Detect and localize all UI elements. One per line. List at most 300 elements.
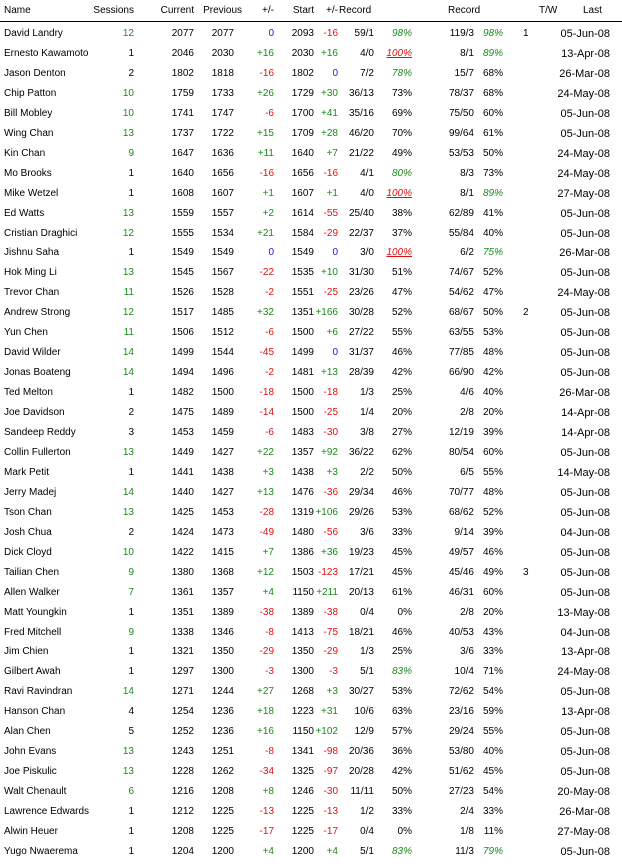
cell-record2-pct: 33% bbox=[482, 646, 503, 658]
cell-previous: 1818 bbox=[211, 67, 234, 79]
cell-previous: 1534 bbox=[211, 227, 234, 239]
cell-record2-pct: 42% bbox=[482, 367, 503, 379]
cell-current: 2046 bbox=[171, 47, 194, 59]
cell-record: 23/26 bbox=[348, 287, 374, 299]
cell-name: Jason Denton bbox=[4, 67, 66, 79]
cell-current: 1647 bbox=[171, 147, 194, 159]
cell-delta2: +31 bbox=[321, 706, 338, 718]
cell-previous: 1567 bbox=[211, 267, 234, 279]
cell-sessions: 14 bbox=[122, 367, 134, 379]
cell-last: 05-Jun-08 bbox=[560, 367, 610, 380]
cell-start: 1481 bbox=[291, 367, 314, 379]
cell-record2-pct: 40% bbox=[482, 746, 503, 758]
cell-start: 1503 bbox=[291, 566, 314, 578]
table-row bbox=[0, 283, 622, 303]
cell-delta2: +92 bbox=[321, 446, 338, 458]
cell-record2: 6/2 bbox=[460, 247, 474, 259]
cell-delta2: +102 bbox=[315, 726, 338, 738]
cell-record2: 8/1 bbox=[460, 47, 474, 59]
cell-record: 3/0 bbox=[360, 247, 374, 259]
cell-last: 05-Jun-08 bbox=[560, 327, 610, 340]
cell-record: 1/3 bbox=[360, 646, 374, 658]
table-row bbox=[0, 543, 622, 563]
cell-delta: -2 bbox=[265, 367, 274, 379]
cell-sessions: 13 bbox=[122, 746, 134, 758]
cell-last: 05-Jun-08 bbox=[560, 267, 610, 280]
cell-name: Trevor Chan bbox=[4, 287, 60, 299]
cell-name: Mark Petit bbox=[4, 466, 50, 478]
cell-start: 1351 bbox=[291, 307, 314, 319]
table-row bbox=[0, 682, 622, 702]
cell-name: Andrew Strong bbox=[4, 307, 71, 319]
cell-record: 19/23 bbox=[348, 546, 374, 558]
cell-delta: -8 bbox=[265, 626, 274, 638]
cell-name: Walt Chenault bbox=[4, 786, 67, 798]
table-row bbox=[0, 303, 622, 323]
cell-record2-pct: 71% bbox=[482, 666, 503, 678]
cell-last: 05-Jun-08 bbox=[560, 28, 610, 40]
cell-start: 1325 bbox=[291, 766, 314, 778]
cell-delta2: -97 bbox=[323, 766, 338, 778]
cell-current: 1494 bbox=[171, 367, 194, 379]
cell-start: 1246 bbox=[291, 786, 314, 798]
cell-record2-pct: 73% bbox=[482, 167, 503, 179]
cell-start: 1729 bbox=[291, 87, 314, 99]
cell-previous: 1225 bbox=[211, 826, 234, 837]
cell-sessions: 11 bbox=[123, 327, 134, 339]
cell-previous: 1528 bbox=[211, 287, 234, 299]
cell-record2: 55/84 bbox=[448, 227, 474, 239]
cell-delta: +2 bbox=[262, 207, 274, 219]
cell-record: 25/40 bbox=[348, 207, 374, 219]
cell-delta: -6 bbox=[265, 427, 274, 438]
cell-current: 1640 bbox=[171, 167, 194, 179]
cell-sessions: 13 bbox=[122, 267, 134, 279]
cell-record: 22/37 bbox=[348, 227, 374, 239]
cell-current: 1555 bbox=[171, 227, 194, 239]
cell-record-pct: 70% bbox=[391, 127, 412, 139]
cell-record2-pct: 54% bbox=[482, 686, 503, 698]
cell-delta2: +3 bbox=[326, 466, 338, 478]
cell-record: 20/36 bbox=[348, 746, 374, 758]
cell-current: 1252 bbox=[171, 726, 194, 738]
cell-start: 1483 bbox=[291, 427, 314, 438]
cell-sessions: 12 bbox=[122, 227, 134, 239]
table-row bbox=[0, 722, 622, 742]
cell-name: Yun Chen bbox=[4, 327, 48, 339]
cell-previous: 1747 bbox=[211, 107, 234, 119]
cell-sessions: 14 bbox=[122, 347, 134, 359]
cell-record2-pct: 54% bbox=[482, 786, 503, 798]
cell-record2: 12/19 bbox=[448, 427, 474, 438]
cell-current: 1517 bbox=[171, 307, 194, 319]
cell-start: 1341 bbox=[291, 746, 314, 758]
cell-last: 05-Jun-08 bbox=[560, 347, 610, 360]
cell-sessions: 14 bbox=[122, 686, 134, 698]
cell-last: 26-Mar-08 bbox=[559, 387, 610, 400]
cell-current: 1361 bbox=[171, 586, 194, 598]
cell-current: 1802 bbox=[171, 67, 194, 79]
table-row bbox=[0, 44, 622, 64]
cell-delta2: 0 bbox=[332, 247, 338, 259]
table-row bbox=[0, 124, 622, 144]
cell-record2-pct: 48% bbox=[482, 486, 503, 498]
cell-sessions: 10 bbox=[122, 107, 134, 119]
header-previous: Previous bbox=[203, 5, 242, 16]
cell-delta2: +3 bbox=[326, 686, 338, 698]
cell-delta: +26 bbox=[257, 87, 274, 99]
cell-name: Kin Chan bbox=[4, 147, 46, 159]
cell-previous: 1225 bbox=[211, 806, 234, 818]
cell-current: 1425 bbox=[171, 506, 194, 518]
cell-record: 12/9 bbox=[354, 726, 374, 738]
cell-sessions: 11 bbox=[123, 287, 134, 299]
cell-record2-pct: 41% bbox=[482, 207, 503, 219]
cell-delta: +15 bbox=[257, 127, 274, 139]
cell-delta: -2 bbox=[265, 287, 274, 299]
cell-record-pct: 69% bbox=[391, 107, 412, 119]
cell-record-pct: 98% bbox=[391, 28, 412, 39]
cell-record: 46/20 bbox=[348, 127, 374, 139]
cell-start: 1500 bbox=[291, 407, 314, 419]
cell-record-pct: 50% bbox=[391, 786, 412, 798]
cell-last: 05-Jun-08 bbox=[560, 845, 610, 858]
cell-current: 1216 bbox=[171, 786, 194, 798]
cell-record2: 46/31 bbox=[448, 586, 474, 598]
cell-start: 1656 bbox=[291, 167, 314, 179]
cell-last: 24-May-08 bbox=[557, 167, 610, 180]
cell-start: 1476 bbox=[291, 486, 314, 498]
cell-last: 05-Jun-08 bbox=[560, 746, 610, 759]
cell-record: 4/0 bbox=[360, 187, 374, 199]
cell-delta: +16 bbox=[257, 726, 274, 738]
table-row bbox=[0, 164, 622, 184]
cell-delta2: -55 bbox=[323, 207, 338, 219]
cell-current: 1608 bbox=[171, 187, 194, 199]
cell-delta2: -75 bbox=[323, 626, 338, 638]
cell-previous: 1427 bbox=[211, 486, 234, 498]
cell-start: 1350 bbox=[291, 646, 314, 658]
cell-record: 29/26 bbox=[348, 506, 374, 518]
cell-name: Jonas Boateng bbox=[4, 367, 71, 379]
cell-last: 05-Jun-08 bbox=[560, 766, 610, 779]
cell-record: 3/8 bbox=[360, 427, 374, 438]
cell-delta2: -3 bbox=[329, 666, 338, 678]
cell-previous: 1200 bbox=[211, 845, 234, 857]
cell-previous: 1368 bbox=[211, 566, 234, 578]
cell-sessions: 1 bbox=[128, 845, 134, 857]
cell-sessions: 1 bbox=[128, 47, 134, 59]
cell-previous: 1544 bbox=[211, 347, 234, 359]
cell-record: 0/4 bbox=[360, 826, 374, 837]
cell-record-pct: 46% bbox=[391, 626, 412, 638]
cell-delta2: +28 bbox=[321, 127, 338, 139]
cell-record2: 53/53 bbox=[448, 147, 474, 159]
cell-sessions: 1 bbox=[128, 466, 134, 478]
table-row bbox=[0, 583, 622, 603]
cell-record2-pct: 61% bbox=[482, 127, 503, 139]
cell-previous: 1415 bbox=[211, 546, 234, 558]
header-row bbox=[0, 0, 622, 22]
cell-record-pct: 50% bbox=[391, 466, 412, 478]
cell-start: 1300 bbox=[291, 666, 314, 678]
table-row bbox=[0, 662, 622, 682]
cell-name: Wing Chan bbox=[4, 127, 54, 139]
cell-delta2: -16 bbox=[323, 167, 338, 179]
cell-previous: 1489 bbox=[211, 407, 234, 419]
cell-sessions: 1 bbox=[128, 666, 134, 678]
cell-delta: +3 bbox=[262, 466, 274, 478]
table-row bbox=[0, 603, 622, 623]
cell-sessions: 5 bbox=[128, 726, 134, 738]
cell-delta: -49 bbox=[259, 526, 274, 538]
cell-record: 18/21 bbox=[348, 626, 374, 638]
table-row bbox=[0, 184, 622, 204]
cell-start: 1225 bbox=[291, 826, 314, 837]
cell-record: 3/6 bbox=[360, 526, 374, 538]
cell-record2: 119/3 bbox=[449, 28, 474, 39]
table-row bbox=[0, 84, 622, 104]
cell-last: 20-May-08 bbox=[557, 786, 610, 799]
cell-delta: +11 bbox=[257, 147, 274, 159]
cell-current: 1545 bbox=[171, 267, 194, 279]
cell-record2-pct: 53% bbox=[482, 327, 503, 339]
cell-last: 05-Jun-08 bbox=[560, 506, 610, 519]
cell-current: 2077 bbox=[171, 28, 194, 39]
cell-record: 4/0 bbox=[360, 47, 374, 59]
cell-delta2: +7 bbox=[326, 147, 338, 159]
cell-record: 31/37 bbox=[348, 347, 374, 359]
cell-start: 1551 bbox=[291, 287, 314, 299]
cell-delta2: -56 bbox=[323, 526, 338, 538]
cell-last: 13-Apr-08 bbox=[561, 47, 610, 60]
cell-last: 05-Jun-08 bbox=[560, 586, 610, 599]
cell-sessions: 7 bbox=[128, 586, 134, 598]
cell-delta: -29 bbox=[259, 646, 274, 658]
cell-record2-pct: 52% bbox=[482, 506, 503, 518]
cell-delta: +22 bbox=[257, 446, 274, 458]
cell-start: 1268 bbox=[291, 686, 314, 698]
cell-record2-pct: 39% bbox=[482, 526, 503, 538]
cell-last: 14-May-08 bbox=[557, 466, 610, 479]
cell-start: 1357 bbox=[291, 446, 314, 458]
table-row bbox=[0, 443, 622, 463]
cell-delta: +13 bbox=[257, 486, 274, 498]
cell-start: 2030 bbox=[291, 47, 314, 59]
cell-record2-pct: 89% bbox=[482, 187, 503, 199]
cell-name: Ravi Ravindran bbox=[4, 686, 73, 698]
cell-sessions: 13 bbox=[122, 766, 134, 778]
cell-last: 24-May-08 bbox=[557, 147, 610, 160]
cell-sessions: 12 bbox=[122, 307, 134, 319]
table-row bbox=[0, 144, 622, 164]
cell-delta2: +211 bbox=[316, 586, 338, 598]
cell-record-pct: 36% bbox=[391, 746, 412, 758]
cell-name: Lawrence Edwards bbox=[4, 806, 90, 818]
cell-delta2: -30 bbox=[323, 786, 338, 798]
cell-current: 1297 bbox=[171, 666, 194, 678]
cell-record-pct: 47% bbox=[391, 287, 412, 299]
cell-delta: +18 bbox=[257, 706, 274, 718]
cell-record: 30/27 bbox=[348, 686, 374, 698]
cell-name: Mike Wetzel bbox=[4, 187, 59, 199]
cell-current: 1228 bbox=[171, 766, 194, 778]
cell-record2-pct: 11% bbox=[483, 826, 503, 837]
table-row bbox=[0, 483, 622, 503]
cell-record2-pct: 68% bbox=[482, 87, 503, 99]
cell-current: 1351 bbox=[171, 606, 194, 618]
cell-name: Tailian Chen bbox=[4, 566, 60, 578]
cell-last: 05-Jun-08 bbox=[560, 107, 610, 120]
cell-record-pct: 53% bbox=[391, 506, 412, 518]
cell-record2: 72/62 bbox=[448, 686, 474, 698]
cell-sessions: 3 bbox=[128, 427, 134, 438]
cell-current: 1254 bbox=[171, 706, 194, 718]
cell-record2-pct: 55% bbox=[482, 726, 503, 738]
cell-record: 36/22 bbox=[348, 446, 374, 458]
cell-last: 05-Jun-08 bbox=[560, 227, 610, 240]
cell-sessions: 12 bbox=[122, 28, 134, 39]
cell-start: 1200 bbox=[291, 845, 314, 857]
cell-start: 1413 bbox=[291, 626, 314, 638]
cell-previous: 1722 bbox=[211, 127, 234, 139]
cell-record2: 51/62 bbox=[448, 766, 474, 778]
cell-record2: 75/50 bbox=[448, 107, 474, 119]
cell-name: Ed Watts bbox=[4, 207, 45, 219]
cell-start: 1480 bbox=[291, 526, 314, 538]
cell-name: Sandeep Reddy bbox=[4, 427, 76, 438]
cell-delta: +4 bbox=[262, 586, 274, 598]
table-row bbox=[0, 802, 622, 822]
cell-name: Alan Chen bbox=[4, 726, 51, 738]
cell-record2: 78/37 bbox=[448, 87, 474, 99]
cell-sessions: 1 bbox=[128, 167, 134, 179]
cell-sessions: 2 bbox=[128, 67, 134, 79]
table-row bbox=[0, 403, 622, 423]
cell-last: 13-Apr-08 bbox=[561, 646, 610, 659]
cell-record: 1/3 bbox=[360, 387, 374, 399]
cell-last: 13-May-08 bbox=[557, 606, 610, 619]
cell-record-pct: 38% bbox=[391, 207, 412, 219]
table-row bbox=[0, 642, 622, 662]
table-row bbox=[0, 702, 622, 722]
cell-last: 05-Jun-08 bbox=[560, 307, 610, 320]
cell-delta: -14 bbox=[259, 407, 274, 419]
cell-record2-pct: 39% bbox=[482, 427, 503, 438]
cell-name: Hanson Chan bbox=[4, 706, 66, 718]
table-row bbox=[0, 822, 622, 842]
cell-previous: 1389 bbox=[211, 606, 234, 618]
cell-record2-pct: 45% bbox=[482, 766, 503, 778]
cell-record: 59/1 bbox=[354, 28, 374, 39]
cell-previous: 1549 bbox=[211, 247, 234, 259]
table-row bbox=[0, 623, 622, 643]
cell-delta: -18 bbox=[259, 387, 274, 399]
cell-record2: 4/6 bbox=[460, 387, 474, 399]
cell-last: 24-May-08 bbox=[557, 287, 610, 300]
cell-delta: -13 bbox=[259, 806, 274, 818]
cell-previous: 1459 bbox=[211, 427, 234, 438]
cell-tw: 3 bbox=[523, 566, 529, 578]
cell-name: David Wilder bbox=[4, 347, 61, 359]
cell-name: Chip Patton bbox=[4, 87, 57, 99]
cell-sessions: 1 bbox=[128, 247, 134, 259]
cell-last: 27-May-08 bbox=[557, 187, 610, 200]
cell-delta2: +36 bbox=[321, 546, 338, 558]
cell-record: 36/13 bbox=[348, 87, 374, 99]
cell-record2-pct: 60% bbox=[482, 107, 503, 119]
cell-start: 1709 bbox=[291, 127, 314, 139]
cell-name: David Landry bbox=[4, 28, 63, 39]
cell-start: 1500 bbox=[291, 327, 314, 339]
cell-current: 1453 bbox=[171, 427, 194, 438]
cell-delta: +21 bbox=[257, 227, 274, 239]
table-row bbox=[0, 423, 622, 443]
cell-name: Gilbert Awah bbox=[4, 666, 61, 678]
cell-delta: -38 bbox=[259, 606, 274, 618]
cell-record2: 68/62 bbox=[448, 506, 474, 518]
cell-previous: 1453 bbox=[211, 506, 234, 518]
cell-name: Bill Mobley bbox=[4, 107, 53, 119]
cell-delta2: -25 bbox=[323, 287, 338, 299]
cell-record2-pct: 20% bbox=[482, 407, 503, 419]
cell-previous: 1438 bbox=[211, 466, 234, 478]
cell-current: 1499 bbox=[171, 347, 194, 359]
table-row bbox=[0, 463, 622, 483]
header-delta: +/- bbox=[262, 5, 274, 16]
cell-current: 1422 bbox=[171, 546, 194, 558]
table-row bbox=[0, 64, 622, 84]
cell-record2: 40/53 bbox=[448, 626, 474, 638]
cell-record-pct: 62% bbox=[391, 446, 412, 458]
cell-record-pct: 100% bbox=[386, 247, 412, 259]
cell-record2: 2/8 bbox=[460, 606, 474, 618]
cell-delta2: +4 bbox=[326, 845, 338, 857]
cell-delta2: +16 bbox=[321, 47, 338, 59]
header-record: Record bbox=[339, 5, 372, 16]
cell-record-pct: 61% bbox=[391, 586, 412, 598]
cell-delta: 0 bbox=[268, 247, 274, 259]
cell-last: 14-Apr-08 bbox=[561, 427, 610, 439]
cell-last: 05-Jun-08 bbox=[560, 207, 610, 220]
cell-current: 1380 bbox=[171, 566, 194, 578]
cell-current: 1440 bbox=[171, 486, 194, 498]
cell-name: Jerry Madej bbox=[4, 486, 57, 498]
cell-name: Tson Chan bbox=[4, 506, 52, 518]
cell-start: 1386 bbox=[291, 546, 314, 558]
cell-current: 1506 bbox=[171, 327, 194, 339]
cell-record2: 3/6 bbox=[460, 646, 474, 658]
cell-record2-pct: 46% bbox=[482, 546, 503, 558]
cell-current: 1204 bbox=[171, 845, 194, 857]
cell-record2: 27/23 bbox=[448, 786, 474, 798]
cell-last: 05-Jun-08 bbox=[560, 486, 610, 499]
cell-record-pct: 33% bbox=[391, 526, 412, 538]
cell-sessions: 9 bbox=[128, 147, 134, 159]
cell-last: 26-Mar-08 bbox=[559, 67, 610, 80]
cell-start: 1389 bbox=[291, 606, 314, 618]
cell-delta: +32 bbox=[257, 307, 274, 319]
table-row bbox=[0, 323, 622, 343]
cell-name: Joe Piskulic bbox=[4, 766, 57, 778]
cell-record-pct: 100% bbox=[386, 187, 412, 199]
cell-delta2: +1 bbox=[326, 187, 338, 199]
cell-delta2: -16 bbox=[323, 28, 338, 39]
cell-delta: 0 bbox=[268, 28, 274, 39]
cell-last: 13-Apr-08 bbox=[561, 706, 610, 719]
cell-record: 0/4 bbox=[360, 606, 374, 618]
cell-record2: 23/16 bbox=[448, 706, 474, 718]
